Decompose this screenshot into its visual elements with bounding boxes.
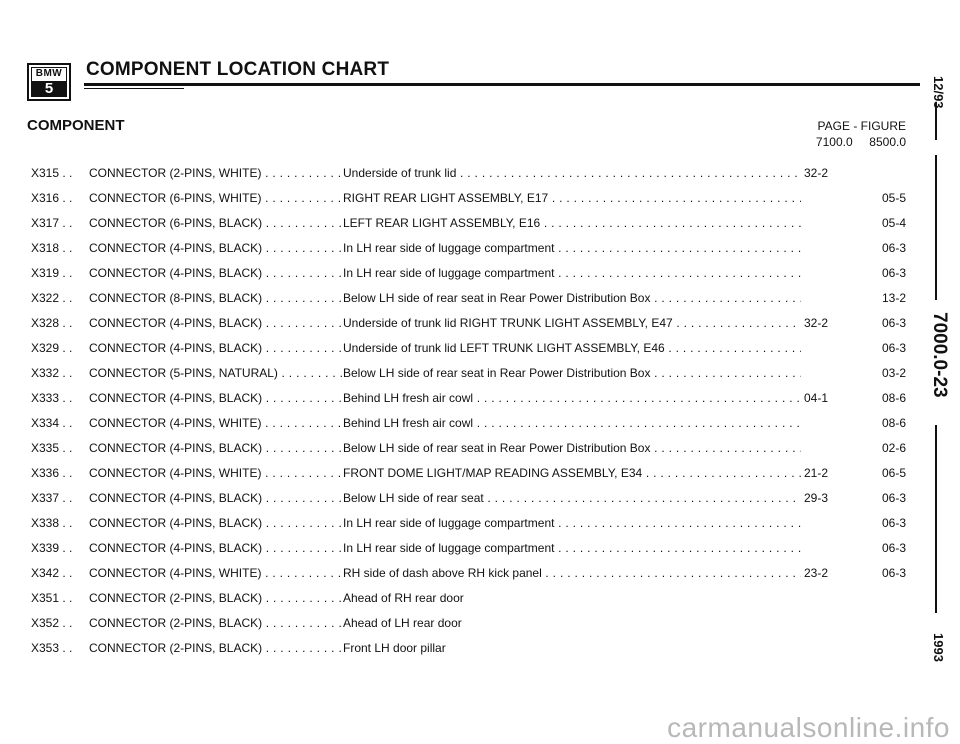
table-row [0, 613, 920, 633]
row-location: Below LH side of rear seat in Rear Power Distribution Box . . . [343, 438, 801, 458]
row-figure: 13-2 [881, 291, 906, 305]
row-figure: 06-3 [881, 341, 906, 355]
row-figure: 06-3 [881, 266, 906, 280]
row-figure: 06-3 [881, 491, 906, 505]
row-component: CONNECTOR (4-PINS, BLACK) . . . [89, 538, 343, 558]
row-code: X353 . . [31, 641, 73, 655]
row-location: Front LH door pillar [343, 641, 446, 655]
side-tab-page-number: 7000.0-23 [929, 312, 950, 398]
bmw-5-series-logo [27, 63, 71, 101]
logo-series-number: 5 [31, 81, 67, 97]
row-code: X319 . . [31, 266, 73, 280]
row-page: 32-2 [804, 316, 829, 330]
row-component: CONNECTOR (8-PINS, BLACK) . . . [89, 288, 343, 308]
row-figure: 06-3 [881, 316, 906, 330]
row-component: CONNECTOR (4-PINS, WHITE) . . . [89, 413, 343, 433]
side-tab-date: 12/93 [931, 76, 946, 109]
row-code: X334 . . [31, 416, 73, 430]
row-figure: 05-5 [881, 191, 906, 205]
row-figure: 06-3 [881, 566, 906, 580]
row-code: X316 . . [31, 191, 73, 205]
table-row [0, 288, 920, 308]
row-code: X317 . . [31, 216, 73, 230]
figure-column-number: 8500.0 [869, 135, 906, 149]
row-component: CONNECTOR (4-PINS, BLACK) . . . [89, 238, 343, 258]
row-location: Below LH side of rear seat in Rear Power Distribution Box . . . [343, 363, 801, 383]
row-page: 21-2 [804, 466, 829, 480]
row-figure: 08-6 [881, 391, 906, 405]
row-code: X333 . . [31, 391, 73, 405]
table-row [0, 638, 920, 658]
row-location: Below LH side of rear seat in Rear Power Distribution Box . . . [343, 288, 801, 308]
table-row [0, 488, 920, 508]
row-figure: 08-6 [881, 416, 906, 430]
row-code: X328 . . [31, 316, 73, 330]
row-location: Below LH side of rear seat . . . [343, 488, 801, 508]
row-component: CONNECTOR (4-PINS, WHITE) . . . [89, 563, 343, 583]
row-component: CONNECTOR (2-PINS, BLACK) . . . [89, 588, 343, 608]
page-title: COMPONENT LOCATION CHART [86, 59, 390, 80]
row-code: X352 . . [31, 616, 73, 630]
row-component: CONNECTOR (4-PINS, BLACK) . . . [89, 338, 343, 358]
row-location: Underside of trunk lid RIGHT TRUNK LIGHT ASSEMBLY, E47 . . . [343, 313, 801, 333]
row-location: Behind LH fresh air cowl . . . [343, 413, 801, 433]
table-row [0, 363, 920, 383]
table-row [0, 313, 920, 333]
row-code: X332 . . [31, 366, 73, 380]
row-code: X338 . . [31, 516, 73, 530]
row-location: RIGHT REAR LIGHT ASSEMBLY, E17 . . . [343, 188, 801, 208]
table-row [0, 513, 920, 533]
row-component: CONNECTOR (4-PINS, BLACK) . . . [89, 513, 343, 533]
page-figure-subheading [790, 134, 906, 150]
row-component: CONNECTOR (6-PINS, WHITE) . . . [89, 188, 343, 208]
row-component: CONNECTOR (5-PINS, NATURAL) . . . [89, 363, 343, 383]
row-location: RH side of dash above RH kick panel . . . [343, 563, 801, 583]
title-rule-thin [84, 88, 184, 89]
row-component: CONNECTOR (4-PINS, BLACK) . . . [89, 388, 343, 408]
table-row [0, 563, 920, 583]
table-row [0, 588, 920, 608]
row-component: CONNECTOR (6-PINS, BLACK) . . . [89, 213, 343, 233]
row-component: CONNECTOR (2-PINS, WHITE) . . . [89, 163, 343, 183]
row-component: CONNECTOR (4-PINS, BLACK) . . . [89, 488, 343, 508]
spine-line-lower [935, 425, 937, 613]
row-page: 32-2 [804, 166, 829, 180]
row-location: LEFT REAR LIGHT ASSEMBLY, E16 . . . [343, 213, 801, 233]
row-figure: 06-3 [881, 516, 906, 530]
table-row [0, 163, 920, 183]
side-tab-year: 1993 [931, 633, 946, 662]
row-location: In LH rear side of luggage compartment . . . [343, 238, 801, 258]
title-rule [84, 83, 920, 86]
row-component: CONNECTOR (2-PINS, BLACK) . . . [89, 613, 343, 633]
row-code: X335 . . [31, 441, 73, 455]
table-row [0, 338, 920, 358]
row-figure: 02-6 [881, 441, 906, 455]
table-row [0, 213, 920, 233]
row-component: CONNECTOR (2-PINS, BLACK) . . . [89, 638, 343, 658]
row-location: In LH rear side of luggage compartment . . . [343, 263, 801, 283]
row-component: CONNECTOR (4-PINS, BLACK) . . . [89, 438, 343, 458]
row-component: CONNECTOR (4-PINS, WHITE) . . . [89, 463, 343, 483]
row-location: Behind LH fresh air cowl . . . [343, 388, 801, 408]
table-row [0, 538, 920, 558]
table-row [0, 413, 920, 433]
row-location: Underside of trunk lid . . . [343, 163, 801, 183]
row-code: X322 . . [31, 291, 73, 305]
row-component: CONNECTOR (4-PINS, BLACK) . . . [89, 263, 343, 283]
table-row [0, 238, 920, 258]
row-code: X336 . . [31, 466, 73, 480]
row-code: X315 . . [31, 166, 73, 180]
spine-line-upper [935, 155, 937, 300]
table-row [0, 388, 920, 408]
row-page: 29-3 [804, 491, 829, 505]
component-column-heading: COMPONENT [27, 117, 125, 134]
row-figure: 05-4 [881, 216, 906, 230]
row-location: Ahead of RH rear door [343, 591, 464, 605]
row-page: 04-1 [804, 391, 829, 405]
row-figure: 03-2 [881, 366, 906, 380]
table-row [0, 188, 920, 208]
page-column-number: 7100.0 [815, 135, 853, 149]
table-row [0, 463, 920, 483]
row-location: Underside of trunk lid LEFT TRUNK LIGHT ASSEMBLY, E46 . . . [343, 338, 801, 358]
watermark-text: carmanualsonline.info [667, 712, 950, 743]
row-component: CONNECTOR (4-PINS, BLACK) . . . [89, 313, 343, 333]
row-code: X337 . . [31, 491, 73, 505]
row-code: X329 . . [31, 341, 73, 355]
page-figure-label: PAGE - FIGURE [817, 119, 906, 133]
row-location: FRONT DOME LIGHT/MAP READING ASSEMBLY, E34 . . . [343, 463, 801, 483]
table-row [0, 438, 920, 458]
row-code: X351 . . [31, 591, 73, 605]
row-page: 23-2 [804, 566, 829, 580]
row-code: X318 . . [31, 241, 73, 255]
row-location: In LH rear side of luggage compartment . . . [343, 538, 801, 558]
row-figure: 06-3 [881, 541, 906, 555]
row-location: Ahead of LH rear door [343, 616, 462, 630]
row-location: In LH rear side of luggage compartment . . . [343, 513, 801, 533]
table-row [0, 263, 920, 283]
row-code: X342 . . [31, 566, 73, 580]
row-code: X339 . . [31, 541, 73, 555]
row-figure: 06-3 [881, 241, 906, 255]
row-figure: 06-5 [881, 466, 906, 480]
logo-bmw-text: BMW [31, 67, 67, 82]
page-figure-heading [790, 118, 906, 150]
